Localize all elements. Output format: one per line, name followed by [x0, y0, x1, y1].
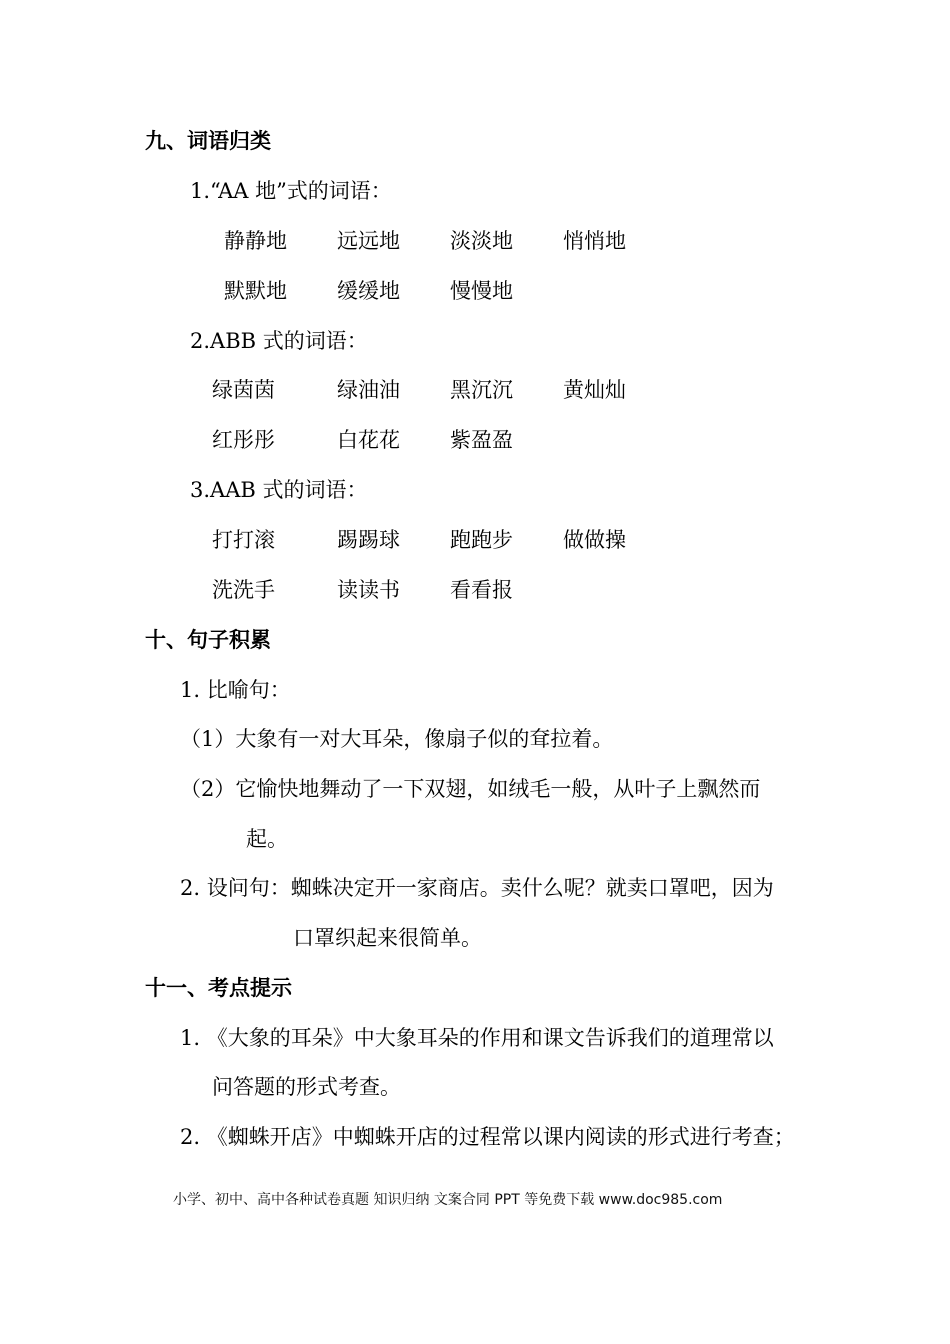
word: 默默地 — [224, 279, 287, 303]
sentence-continuation: 起。 — [246, 827, 288, 851]
word: 看看报 — [450, 578, 513, 602]
word: 黑沉沉 — [450, 378, 513, 402]
word: 淡淡地 — [450, 229, 513, 253]
word: 红彤彤 — [212, 428, 275, 452]
group-label: 3.AAB 式的词语： — [190, 478, 368, 502]
group-label: 2.ABB 式的词语： — [190, 329, 368, 353]
word: 缓缓地 — [337, 279, 400, 303]
paragraph: 1. 《大象的耳朵》中大象耳朵的作用和课文告诉我们的道理常以 — [180, 1026, 774, 1050]
word: 静静地 — [224, 229, 287, 253]
sentence-continuation: 口罩织起来很简单。 — [293, 926, 482, 950]
paragraph: 2. 《蜘蛛开店》中蜘蛛开店的过程常以课内阅读的形式进行考查； — [180, 1125, 795, 1149]
word: 白花花 — [337, 428, 400, 452]
group-label: 1.“AA 地”式的词语： — [190, 179, 392, 203]
word: 慢慢地 — [450, 279, 513, 303]
section-heading: 十一、考点提示 — [145, 976, 292, 1000]
sentence: 2. 设问句：蜘蛛决定开一家商店。卖什么呢？就卖口罩吧，因为 — [180, 876, 774, 900]
word: 跑跑步 — [450, 528, 513, 552]
word: 黄灿灿 — [563, 378, 626, 402]
item-label: 1. 比喻句： — [180, 678, 291, 702]
word: 洗洗手 — [212, 578, 275, 602]
word: 踢踢球 — [337, 528, 400, 552]
word: 紫盈盈 — [450, 428, 513, 452]
word: 绿茵茵 — [212, 378, 275, 402]
word: 读读书 — [337, 578, 400, 602]
paragraph-continuation: 问答题的形式考查。 — [212, 1075, 401, 1099]
page-footer: 小学、初中、高中各种试卷真题 知识归纳 文案合同 PPT 等免费下载 www.doc985.com — [173, 1192, 723, 1208]
sentence: （2）它愉快地舞动了一下双翅，如绒毛一般，从叶子上飘然而 — [180, 777, 761, 801]
section-heading: 九、词语归类 — [145, 129, 271, 153]
word: 远远地 — [337, 229, 400, 253]
word: 悄悄地 — [563, 229, 626, 253]
word: 打打滚 — [212, 528, 275, 552]
word: 绿油油 — [337, 378, 400, 402]
sentence: （1）大象有一对大耳朵，像扇子似的耷拉着。 — [180, 727, 614, 751]
section-heading: 十、句子积累 — [145, 628, 271, 652]
word: 做做操 — [563, 528, 626, 552]
